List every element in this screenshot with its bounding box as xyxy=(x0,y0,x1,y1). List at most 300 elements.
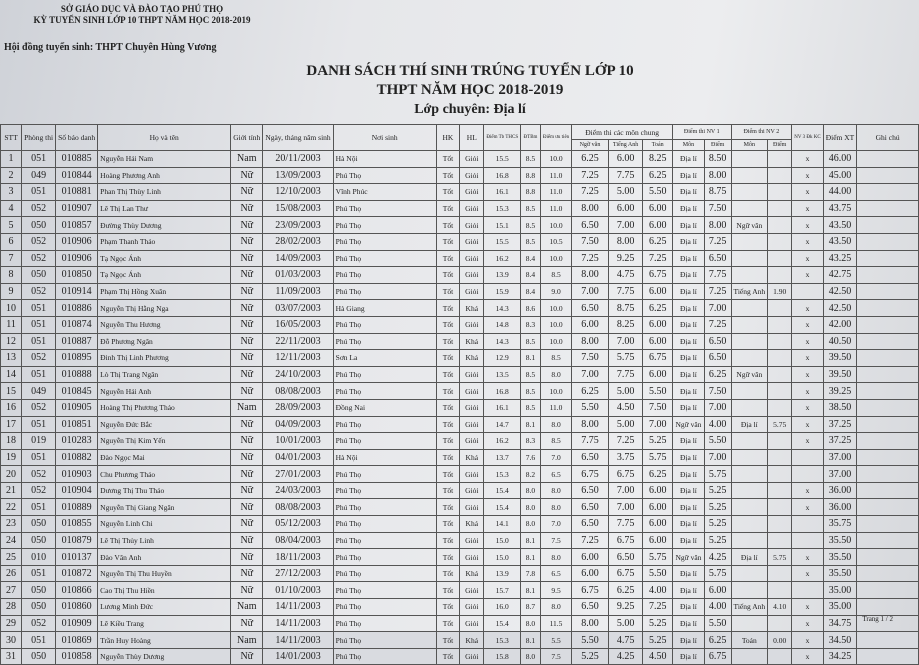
cell-diem1: 5.50 xyxy=(704,615,731,632)
cell-noisinh: Phú Thọ xyxy=(333,599,436,616)
cell-noisinh: Phú Thọ xyxy=(333,217,436,234)
cell-sbd: 010885 xyxy=(56,151,98,168)
cell-diemtb: 16.2 xyxy=(484,250,521,267)
cell-mon2 xyxy=(731,466,768,483)
cell-diem1: 6.50 xyxy=(704,333,731,350)
department-name: SỞ GIÁO DỤC VÀ ĐÀO TẠO PHÚ THỌ xyxy=(60,4,224,14)
cell-dtbm: 8.3 xyxy=(521,433,541,450)
cell-sbd: 010904 xyxy=(56,482,98,499)
cell-toan: 6.00 xyxy=(643,516,673,533)
cell-gioitinh: Nữ xyxy=(231,283,263,300)
cell-noisinh: Phú Thọ xyxy=(333,333,436,350)
cell-name: Đào Ngọc Mai xyxy=(98,449,231,466)
cell-ghichu xyxy=(857,648,919,665)
cell-hl: Khá xyxy=(460,350,484,367)
cell-sbd: 010855 xyxy=(56,516,98,533)
cell-nguvan: 6.50 xyxy=(572,599,609,616)
cell-ngaysinh: 01/03/2003 xyxy=(263,267,333,284)
cell-diem1: 6.75 xyxy=(704,648,731,665)
cell-phong: 050 xyxy=(22,217,56,234)
cell-diemtb: 15.4 xyxy=(484,499,521,516)
cell-dtbm: 8.8 xyxy=(521,167,541,184)
cell-diem2 xyxy=(768,366,792,383)
cell-diemut: 10.0 xyxy=(540,383,571,400)
cell-stt: 31 xyxy=(1,648,22,665)
cell-name: Phạm Thị Hồng Xuân xyxy=(98,283,231,300)
cell-sbd: 010886 xyxy=(56,300,98,317)
cell-phong: 051 xyxy=(22,565,56,582)
cell-stt: 17 xyxy=(1,416,22,433)
cell-diemut: 8.5 xyxy=(540,350,571,367)
cell-ngaysinh: 08/08/2003 xyxy=(263,383,333,400)
cell-phong: 050 xyxy=(22,648,56,665)
cell-diemut: 8.0 xyxy=(540,549,571,566)
cell-gioitinh: Nữ xyxy=(231,366,263,383)
cell-toan: 6.25 xyxy=(643,300,673,317)
cell-diemxt: 35.00 xyxy=(823,599,857,616)
cell-mon2 xyxy=(731,383,768,400)
cell-toan: 7.50 xyxy=(643,399,673,416)
cell-hk: Tốt xyxy=(436,433,460,450)
cell-name: Nguyễn Thị Hằng Nga xyxy=(98,300,231,317)
cell-diemtb: 15.3 xyxy=(484,632,521,649)
cell-nv3 xyxy=(792,516,823,533)
cell-nguvan: 7.50 xyxy=(572,233,609,250)
cell-mon1: Ngữ văn xyxy=(673,549,705,566)
cell-hk: Tốt xyxy=(436,283,460,300)
cell-sbd: 010857 xyxy=(56,217,98,234)
cell-stt: 5 xyxy=(1,217,22,234)
cell-ghichu xyxy=(857,200,919,217)
cell-nguvan: 8.00 xyxy=(572,200,609,217)
cell-dtbm: 8.0 xyxy=(521,482,541,499)
cell-nguvan: 5.25 xyxy=(572,648,609,665)
col-mon1: Môn xyxy=(673,140,705,151)
cell-stt: 4 xyxy=(1,200,22,217)
cell-mon2 xyxy=(731,582,768,599)
cell-ngaysinh: 12/10/2003 xyxy=(263,184,333,201)
cell-nguvan: 8.00 xyxy=(572,267,609,284)
cell-sbd: 010889 xyxy=(56,499,98,516)
cell-mon2: Tiếng Anh xyxy=(731,283,768,300)
cell-name: Nguyễn Đức Bắc xyxy=(98,416,231,433)
table-row xyxy=(1,648,919,665)
cell-name: Chu Phương Thảo xyxy=(98,466,231,483)
cell-mon2 xyxy=(731,333,768,350)
cell-tienganh: 4.75 xyxy=(608,632,643,649)
table-row xyxy=(1,599,919,616)
cell-name: Đào Vân Anh xyxy=(98,549,231,566)
col-ngaysinh: Ngày, tháng năm sinh xyxy=(263,125,333,151)
cell-toan: 8.25 xyxy=(643,151,673,168)
cell-toan: 5.25 xyxy=(643,615,673,632)
table-row xyxy=(1,449,919,466)
cell-mon2 xyxy=(731,433,768,450)
cell-diem2: 4.10 xyxy=(768,599,792,616)
cell-dtbm: 8.3 xyxy=(521,316,541,333)
cell-name: Hoàng Phương Anh xyxy=(98,167,231,184)
cell-stt: 25 xyxy=(1,549,22,566)
cell-hl: Khá xyxy=(460,565,484,582)
cell-dtbm: 8.5 xyxy=(521,217,541,234)
cell-phong: 052 xyxy=(22,466,56,483)
cell-gioitinh: Nữ xyxy=(231,532,263,549)
cell-name: Dương Thị Thu Thảo xyxy=(98,482,231,499)
cell-diem1: 6.00 xyxy=(704,582,731,599)
cell-diem2 xyxy=(768,200,792,217)
cell-mon2 xyxy=(731,516,768,533)
cell-diemxt: 39.50 xyxy=(823,366,857,383)
cell-diemtb: 16.2 xyxy=(484,433,521,450)
cell-diem2 xyxy=(768,350,792,367)
cell-diemut: 8.5 xyxy=(540,433,571,450)
cell-dtbm: 8.0 xyxy=(521,516,541,533)
cell-mon2 xyxy=(731,648,768,665)
cell-hl: Giỏi xyxy=(460,316,484,333)
cell-ghichu xyxy=(857,333,919,350)
cell-hk: Tốt xyxy=(436,383,460,400)
cell-name: Lê Kiều Trang xyxy=(98,615,231,632)
cell-diemut: 11.0 xyxy=(540,399,571,416)
cell-dtbm: 8.1 xyxy=(521,632,541,649)
cell-diemxt: 45.00 xyxy=(823,167,857,184)
cell-sbd: 010283 xyxy=(56,433,98,450)
cell-phong: 051 xyxy=(22,184,56,201)
cell-mon1: Địa lí xyxy=(673,233,705,250)
cell-noisinh: Phú Thọ xyxy=(333,433,436,450)
cell-diem1: 8.00 xyxy=(704,167,731,184)
col-gioitinh: Giới tính xyxy=(231,125,263,151)
cell-ngaysinh: 13/09/2003 xyxy=(263,167,333,184)
cell-diem1: 4.00 xyxy=(704,599,731,616)
cell-nv3: x xyxy=(792,316,823,333)
cell-gioitinh: Nam xyxy=(231,632,263,649)
cell-noisinh: Phú Thọ xyxy=(333,416,436,433)
cell-phong: 019 xyxy=(22,433,56,450)
cell-diem2 xyxy=(768,516,792,533)
cell-diemut: 9.5 xyxy=(540,582,571,599)
cell-gioitinh: Nữ xyxy=(231,648,263,665)
cell-nguvan: 6.25 xyxy=(572,383,609,400)
cell-diemxt: 43.75 xyxy=(823,200,857,217)
cell-hl: Giỏi xyxy=(460,217,484,234)
cell-ghichu xyxy=(857,499,919,516)
cell-phong: 050 xyxy=(22,532,56,549)
cell-toan: 6.00 xyxy=(643,482,673,499)
cell-noisinh: Sơn La xyxy=(333,350,436,367)
cell-diemtb: 16.8 xyxy=(484,167,521,184)
cell-diem2 xyxy=(768,167,792,184)
cell-toan: 6.00 xyxy=(643,283,673,300)
cell-diemut: 8.0 xyxy=(540,416,571,433)
cell-diemut: 11.0 xyxy=(540,167,571,184)
cell-nv3: x xyxy=(792,499,823,516)
cell-mon2 xyxy=(731,532,768,549)
cell-diem1: 7.25 xyxy=(704,316,731,333)
cell-hk: Tốt xyxy=(436,366,460,383)
cell-ngaysinh: 27/12/2003 xyxy=(263,565,333,582)
cell-nv3 xyxy=(792,449,823,466)
cell-hl: Giỏi xyxy=(460,399,484,416)
cell-noisinh: Phú Thọ xyxy=(333,283,436,300)
cell-nguvan: 7.25 xyxy=(572,532,609,549)
cell-diem2: 0.00 xyxy=(768,632,792,649)
cell-ngaysinh: 14/01/2003 xyxy=(263,648,333,665)
cell-dtbm: 8.5 xyxy=(521,333,541,350)
col-nv3: NV 3 Đk KC xyxy=(792,125,823,151)
cell-gioitinh: Nữ xyxy=(231,333,263,350)
cell-diem2 xyxy=(768,532,792,549)
cell-gioitinh: Nữ xyxy=(231,300,263,317)
col-tienganh: Tiếng Anh xyxy=(608,140,643,151)
cell-gioitinh: Nữ xyxy=(231,516,263,533)
cell-tienganh: 9.25 xyxy=(608,250,643,267)
cell-mon2 xyxy=(731,151,768,168)
cell-diemtb: 15.4 xyxy=(484,482,521,499)
table-row xyxy=(1,333,919,350)
cell-noisinh: Phú Thọ xyxy=(333,615,436,632)
cell-dtbm: 8.1 xyxy=(521,582,541,599)
cell-diemtb: 15.1 xyxy=(484,217,521,234)
cell-sbd: 010906 xyxy=(56,250,98,267)
cell-diemxt: 42.50 xyxy=(823,283,857,300)
cell-nv3: x xyxy=(792,167,823,184)
cell-phong: 049 xyxy=(22,167,56,184)
cell-nv3: x xyxy=(792,648,823,665)
cell-hl: Khá xyxy=(460,300,484,317)
cell-phong: 051 xyxy=(22,316,56,333)
cell-mon1: Địa lí xyxy=(673,250,705,267)
cell-hk: Tốt xyxy=(436,333,460,350)
cell-sbd: 010905 xyxy=(56,399,98,416)
cell-sbd: 010895 xyxy=(56,350,98,367)
cell-diem2 xyxy=(768,383,792,400)
cell-ngaysinh: 14/11/2003 xyxy=(263,632,333,649)
cell-diem2 xyxy=(768,151,792,168)
cell-dtbm: 8.0 xyxy=(521,615,541,632)
cell-diemtb: 15.7 xyxy=(484,582,521,599)
cell-stt: 28 xyxy=(1,599,22,616)
cell-ghichu xyxy=(857,167,919,184)
cell-hl: Giỏi xyxy=(460,499,484,516)
cell-mon1: Địa lí xyxy=(673,200,705,217)
cell-toan: 6.00 xyxy=(643,333,673,350)
cell-hl: Giỏi xyxy=(460,250,484,267)
table-row xyxy=(1,250,919,267)
cell-diem1: 6.25 xyxy=(704,632,731,649)
cell-mon1: Địa lí xyxy=(673,184,705,201)
cell-diemut: 8.0 xyxy=(540,599,571,616)
cell-stt: 18 xyxy=(1,433,22,450)
cell-tienganh: 7.00 xyxy=(608,333,643,350)
col-diemtb: Điểm Tb THCS xyxy=(484,125,521,151)
cell-mon1: Địa lí xyxy=(673,267,705,284)
cell-hk: Tốt xyxy=(436,549,460,566)
cell-gioitinh: Nữ xyxy=(231,499,263,516)
col-ghichu: Ghi chú xyxy=(857,125,919,151)
col-group-nv1: Điểm thi NV 1 xyxy=(673,125,731,140)
cell-mon1: Địa lí xyxy=(673,632,705,649)
cell-stt: 13 xyxy=(1,350,22,367)
cell-diemxt: 35.00 xyxy=(823,582,857,599)
council-name: Hội đồng tuyển sinh: THPT Chuyên Hùng Vương xyxy=(4,42,217,53)
cell-tienganh: 5.75 xyxy=(608,350,643,367)
cell-diemtb: 15.0 xyxy=(484,549,521,566)
cell-mon1: Địa lí xyxy=(673,482,705,499)
cell-diem1: 5.50 xyxy=(704,433,731,450)
cell-diemtb: 14.3 xyxy=(484,333,521,350)
cell-diemtb: 15.8 xyxy=(484,648,521,665)
cell-dtbm: 8.5 xyxy=(521,200,541,217)
cell-ghichu xyxy=(857,482,919,499)
cell-phong: 051 xyxy=(22,632,56,649)
cell-hl: Giỏi xyxy=(460,482,484,499)
cell-tienganh: 7.00 xyxy=(608,499,643,516)
document-header xyxy=(12,4,272,26)
cell-diemxt: 43.50 xyxy=(823,217,857,234)
cell-hl: Khá xyxy=(460,632,484,649)
cell-tienganh: 5.00 xyxy=(608,615,643,632)
cell-hl: Khá xyxy=(460,516,484,533)
cell-diem1: 4.00 xyxy=(704,416,731,433)
cell-nv3: x xyxy=(792,151,823,168)
cell-hk: Tốt xyxy=(436,615,460,632)
cell-name: Nguyễn Hải Anh xyxy=(98,383,231,400)
title-line-3: Lớp chuyên: Địa lí xyxy=(414,102,526,117)
cell-gioitinh: Nữ xyxy=(231,233,263,250)
cell-gioitinh: Nữ xyxy=(231,582,263,599)
cell-diem1: 7.25 xyxy=(704,233,731,250)
col-hk: HK xyxy=(436,125,460,151)
cell-stt: 24 xyxy=(1,532,22,549)
cell-toan: 7.25 xyxy=(643,599,673,616)
cell-nv3: x xyxy=(792,399,823,416)
table-row xyxy=(1,184,919,201)
cell-hk: Tốt xyxy=(436,267,460,284)
cell-sbd: 010879 xyxy=(56,532,98,549)
cell-mon1: Địa lí xyxy=(673,516,705,533)
cell-ghichu xyxy=(857,383,919,400)
cell-diemut: 7.0 xyxy=(540,516,571,533)
cell-diem2 xyxy=(768,267,792,284)
cell-diemtb: 16.8 xyxy=(484,383,521,400)
cell-noisinh: Phú Thọ xyxy=(333,316,436,333)
cell-diemxt: 34.25 xyxy=(823,648,857,665)
table-row xyxy=(1,383,919,400)
cell-diemxt: 36.00 xyxy=(823,499,857,516)
cell-sbd: 010906 xyxy=(56,233,98,250)
table-row xyxy=(1,565,919,582)
table-row xyxy=(1,433,919,450)
cell-name: Trần Huy Hoàng xyxy=(98,632,231,649)
cell-hk: Tốt xyxy=(436,449,460,466)
cell-diem1: 8.00 xyxy=(704,217,731,234)
cell-diemtb: 15.3 xyxy=(484,466,521,483)
cell-noisinh: Đồng Nai xyxy=(333,399,436,416)
cell-toan: 6.25 xyxy=(643,466,673,483)
cell-hl: Giỏi xyxy=(460,383,484,400)
cell-diemxt: 35.75 xyxy=(823,516,857,533)
cell-hk: Tốt xyxy=(436,565,460,582)
cell-diem1: 7.75 xyxy=(704,267,731,284)
cell-hl: Giỏi xyxy=(460,615,484,632)
cell-tienganh: 7.00 xyxy=(608,482,643,499)
cell-hk: Tốt xyxy=(436,516,460,533)
cell-mon2 xyxy=(731,184,768,201)
cell-ngaysinh: 08/04/2003 xyxy=(263,532,333,549)
cell-toan: 5.75 xyxy=(643,449,673,466)
cell-name: Tạ Ngọc Ánh xyxy=(98,250,231,267)
cell-nguvan: 7.50 xyxy=(572,350,609,367)
cell-nguvan: 7.75 xyxy=(572,433,609,450)
cell-gioitinh: Nữ xyxy=(231,316,263,333)
cell-diemtb: 16.1 xyxy=(484,399,521,416)
cell-diemut: 11.0 xyxy=(540,200,571,217)
cell-ghichu xyxy=(857,184,919,201)
cell-diemxt: 34.75 xyxy=(823,615,857,632)
cell-diemxt: 37.25 xyxy=(823,433,857,450)
cell-gioitinh: Nữ xyxy=(231,433,263,450)
cell-diemut: 10.0 xyxy=(540,333,571,350)
table-header xyxy=(1,125,919,151)
cell-diemut: 11.5 xyxy=(540,615,571,632)
cell-sbd: 010887 xyxy=(56,333,98,350)
cell-noisinh: Phú Thọ xyxy=(333,499,436,516)
cell-nv3: x xyxy=(792,300,823,317)
cell-ghichu xyxy=(857,516,919,533)
cell-nguvan: 7.00 xyxy=(572,366,609,383)
cell-diemtb: 13.7 xyxy=(484,449,521,466)
cell-sbd: 010882 xyxy=(56,449,98,466)
cell-ghichu xyxy=(857,300,919,317)
cell-stt: 11 xyxy=(1,316,22,333)
cell-hl: Giỏi xyxy=(460,366,484,383)
cell-hl: Giỏi xyxy=(460,549,484,566)
cell-dtbm: 8.5 xyxy=(521,383,541,400)
cell-phong: 010 xyxy=(22,549,56,566)
cell-dtbm: 8.5 xyxy=(521,233,541,250)
cell-gioitinh: Nữ xyxy=(231,565,263,582)
cell-stt: 10 xyxy=(1,300,22,317)
cell-mon2 xyxy=(731,167,768,184)
cell-ngaysinh: 14/09/2003 xyxy=(263,250,333,267)
col-diemut: Điểm ưu tiên xyxy=(540,125,571,151)
cell-ghichu xyxy=(857,250,919,267)
table-row xyxy=(1,416,919,433)
cell-diemxt: 37.25 xyxy=(823,416,857,433)
cell-nguvan: 6.00 xyxy=(572,549,609,566)
cell-diem1: 5.75 xyxy=(704,466,731,483)
table-row xyxy=(1,399,919,416)
cell-sbd: 010872 xyxy=(56,565,98,582)
cell-dtbm: 8.1 xyxy=(521,416,541,433)
cell-ghichu xyxy=(857,549,919,566)
cell-stt: 29 xyxy=(1,615,22,632)
cell-name: Đinh Thị Linh Phương xyxy=(98,350,231,367)
cell-stt: 26 xyxy=(1,565,22,582)
cell-diem2 xyxy=(768,399,792,416)
cell-sbd: 010844 xyxy=(56,167,98,184)
cell-stt: 6 xyxy=(1,233,22,250)
cell-tienganh: 4.50 xyxy=(608,399,643,416)
col-dtbm: ĐTBm xyxy=(521,125,541,151)
cell-phong: 050 xyxy=(22,599,56,616)
cell-ghichu xyxy=(857,366,919,383)
cell-diemxt: 37.00 xyxy=(823,466,857,483)
cell-ngaysinh: 01/10/2003 xyxy=(263,582,333,599)
cell-noisinh: Hà Nội xyxy=(333,449,436,466)
cell-name: Phan Thị Thùy Linh xyxy=(98,184,231,201)
